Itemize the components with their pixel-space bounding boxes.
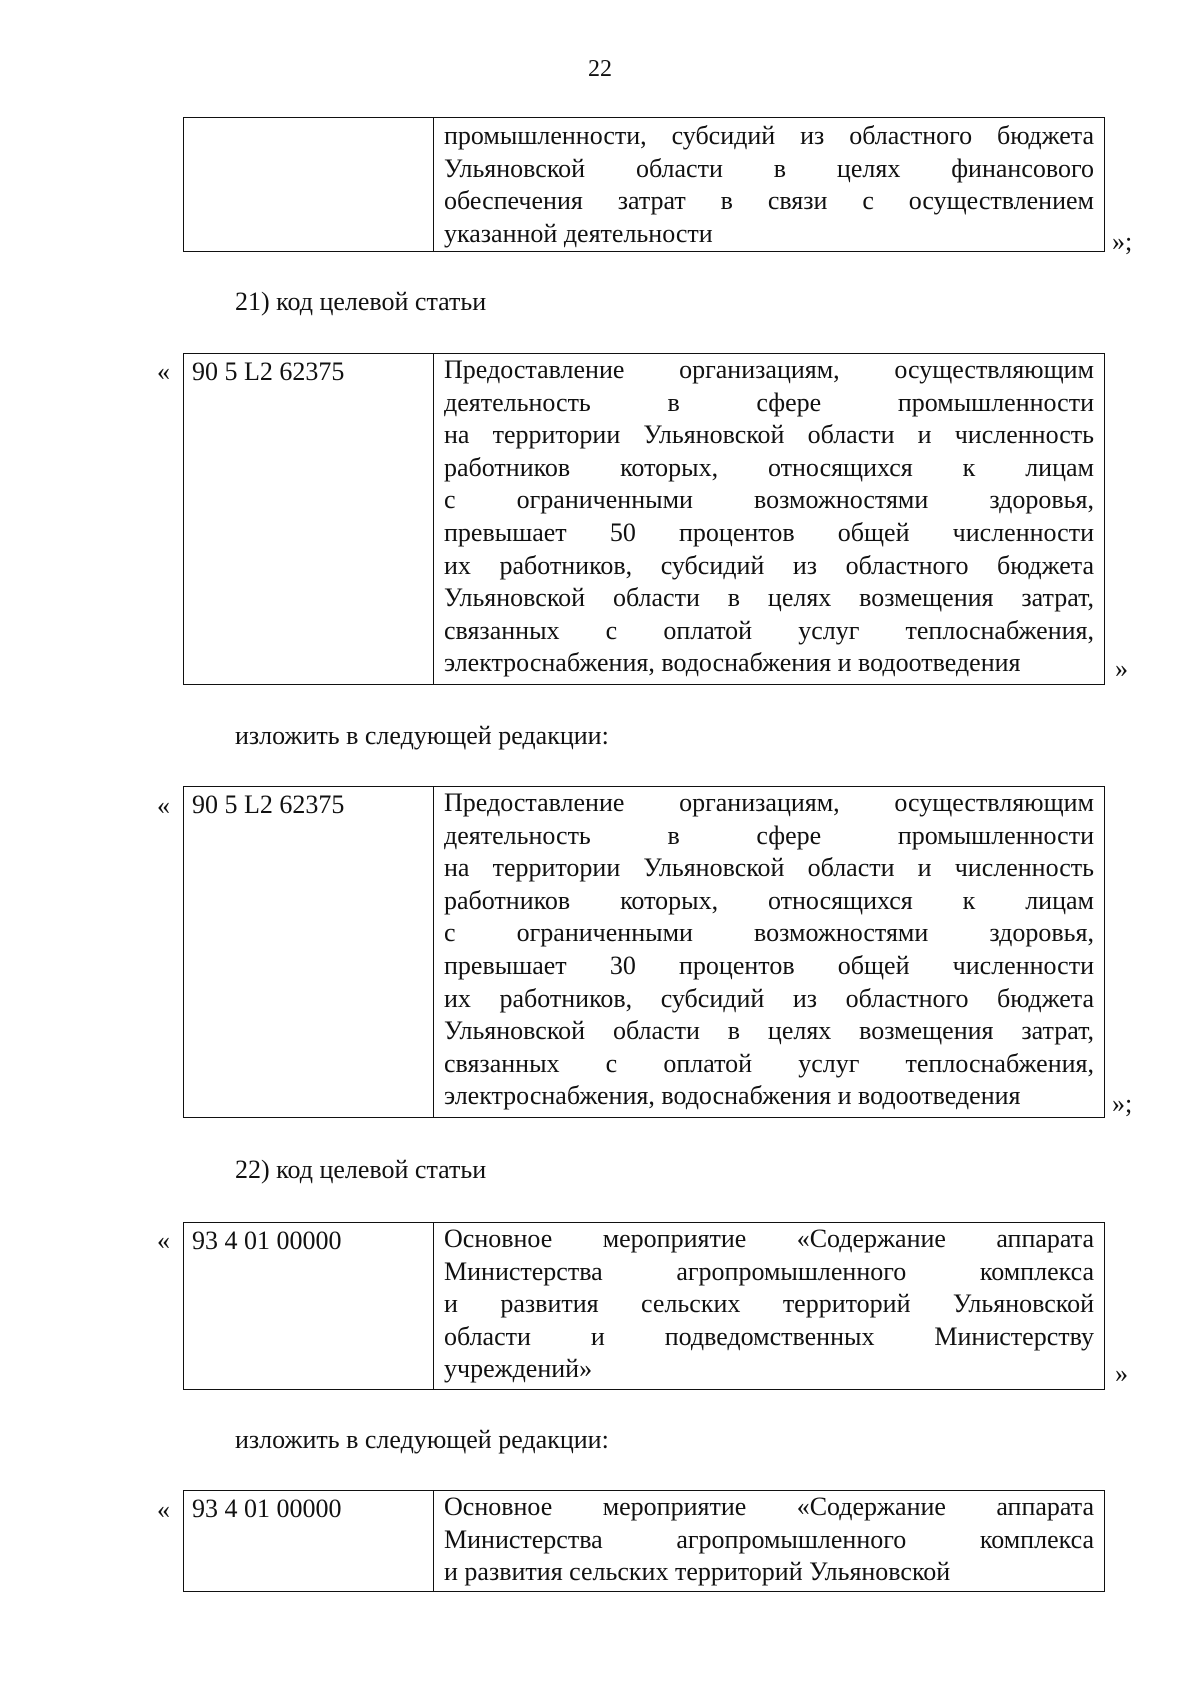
- description-line: Предоставление организациям, осуществляющим: [444, 788, 1094, 817]
- description-line: обеспечения затрат в связи с осуществлением: [444, 186, 1094, 216]
- redaction-note: изложить в следующей редакции:: [235, 721, 609, 750]
- description-line: связанных с оплатой услуг теплоснабжения,: [444, 615, 1094, 645]
- description-line: Ульяновской области в целях возмещения затрат,: [444, 1016, 1094, 1046]
- description-line: Основное мероприятие «Содержание аппарата: [444, 1224, 1094, 1253]
- code-table-new-21: [183, 786, 1105, 1118]
- description-line: работников которых, относящихся к лицам: [444, 885, 1094, 915]
- description-line: Министерства агропромышленного комплекса: [444, 1524, 1094, 1554]
- description-line: Ульяновской области в целях финансового: [444, 153, 1094, 183]
- description-cell: [434, 354, 1104, 684]
- code-table-continuation: [183, 117, 1105, 252]
- description-line: их работников, субсидий из областного бюджета: [444, 550, 1094, 580]
- description-line: Основное мероприятие «Содержание аппарата: [444, 1492, 1094, 1521]
- description-line: Ульяновской области в целях возмещения затрат,: [444, 583, 1094, 613]
- code-cell: 93 4 01 00000: [184, 1223, 434, 1389]
- description-line: Министерства агропромышленного комплекса: [444, 1256, 1094, 1286]
- code-table-old-21: [183, 353, 1105, 685]
- page-number: 22: [588, 56, 612, 82]
- description-cell: [434, 1223, 1104, 1389]
- description-line: учреждений»: [444, 1354, 593, 1384]
- item-21-heading: 21) код целевой статьи: [235, 287, 487, 316]
- description-cell: [434, 787, 1104, 1117]
- description-line: их работников, субсидий из областного бюджета: [444, 983, 1094, 1013]
- opening-quote: «: [157, 1495, 170, 1524]
- closing-quote: »: [1115, 1359, 1128, 1388]
- description-cell: [434, 118, 1104, 251]
- opening-quote: «: [157, 357, 170, 386]
- opening-quote: «: [157, 1226, 170, 1255]
- item-22-heading: 22) код целевой статьи: [235, 1155, 487, 1184]
- description-line: связанных с оплатой услуг теплоснабжения,: [444, 1048, 1094, 1078]
- description-line: с ограниченными возможностями здоровья,: [444, 485, 1094, 515]
- description-line: и развития сельских территорий Ульяновской: [444, 1289, 1094, 1319]
- description-line: указанной деятельности: [444, 218, 713, 248]
- description-cell: [434, 1491, 1104, 1591]
- code-table-new-22: [183, 1490, 1105, 1592]
- redaction-note: изложить в следующей редакции:: [235, 1425, 609, 1454]
- closing-quote: »;: [1112, 1089, 1133, 1118]
- code-cell: 90 5 L2 62375: [184, 354, 434, 684]
- description-line: и развития сельских территорий Ульяновской: [444, 1557, 951, 1587]
- description-line: деятельность в сфере промышленности: [444, 387, 1094, 417]
- closing-quote: »: [1115, 654, 1128, 683]
- opening-quote: «: [157, 791, 170, 820]
- code-cell: 90 5 L2 62375: [184, 787, 434, 1117]
- description-line: Предоставление организациям, осуществляющим: [444, 355, 1094, 384]
- description-line: на территории Ульяновской области и численность: [444, 853, 1094, 883]
- description-line: на территории Ульяновской области и численность: [444, 420, 1094, 450]
- description-line: электроснабжения, водоснабжения и водоотведения: [444, 648, 1021, 678]
- description-line: с ограниченными возможностями здоровья,: [444, 918, 1094, 948]
- description-line: электроснабжения, водоснабжения и водоотведения: [444, 1081, 1021, 1111]
- description-line: работников которых, относящихся к лицам: [444, 452, 1094, 482]
- closing-quote: »;: [1112, 227, 1133, 256]
- description-line: превышает 50 процентов общей численности: [444, 517, 1094, 547]
- code-table-old-22: [183, 1222, 1105, 1390]
- code-cell: [184, 118, 434, 251]
- description-line: деятельность в сфере промышленности: [444, 820, 1094, 850]
- description-line: промышленности, субсидий из областного бюджета: [444, 121, 1094, 150]
- code-cell: 93 4 01 00000: [184, 1491, 434, 1591]
- description-line: области и подведомственных Министерству: [444, 1321, 1094, 1351]
- description-line: превышает 30 процентов общей численности: [444, 950, 1094, 980]
